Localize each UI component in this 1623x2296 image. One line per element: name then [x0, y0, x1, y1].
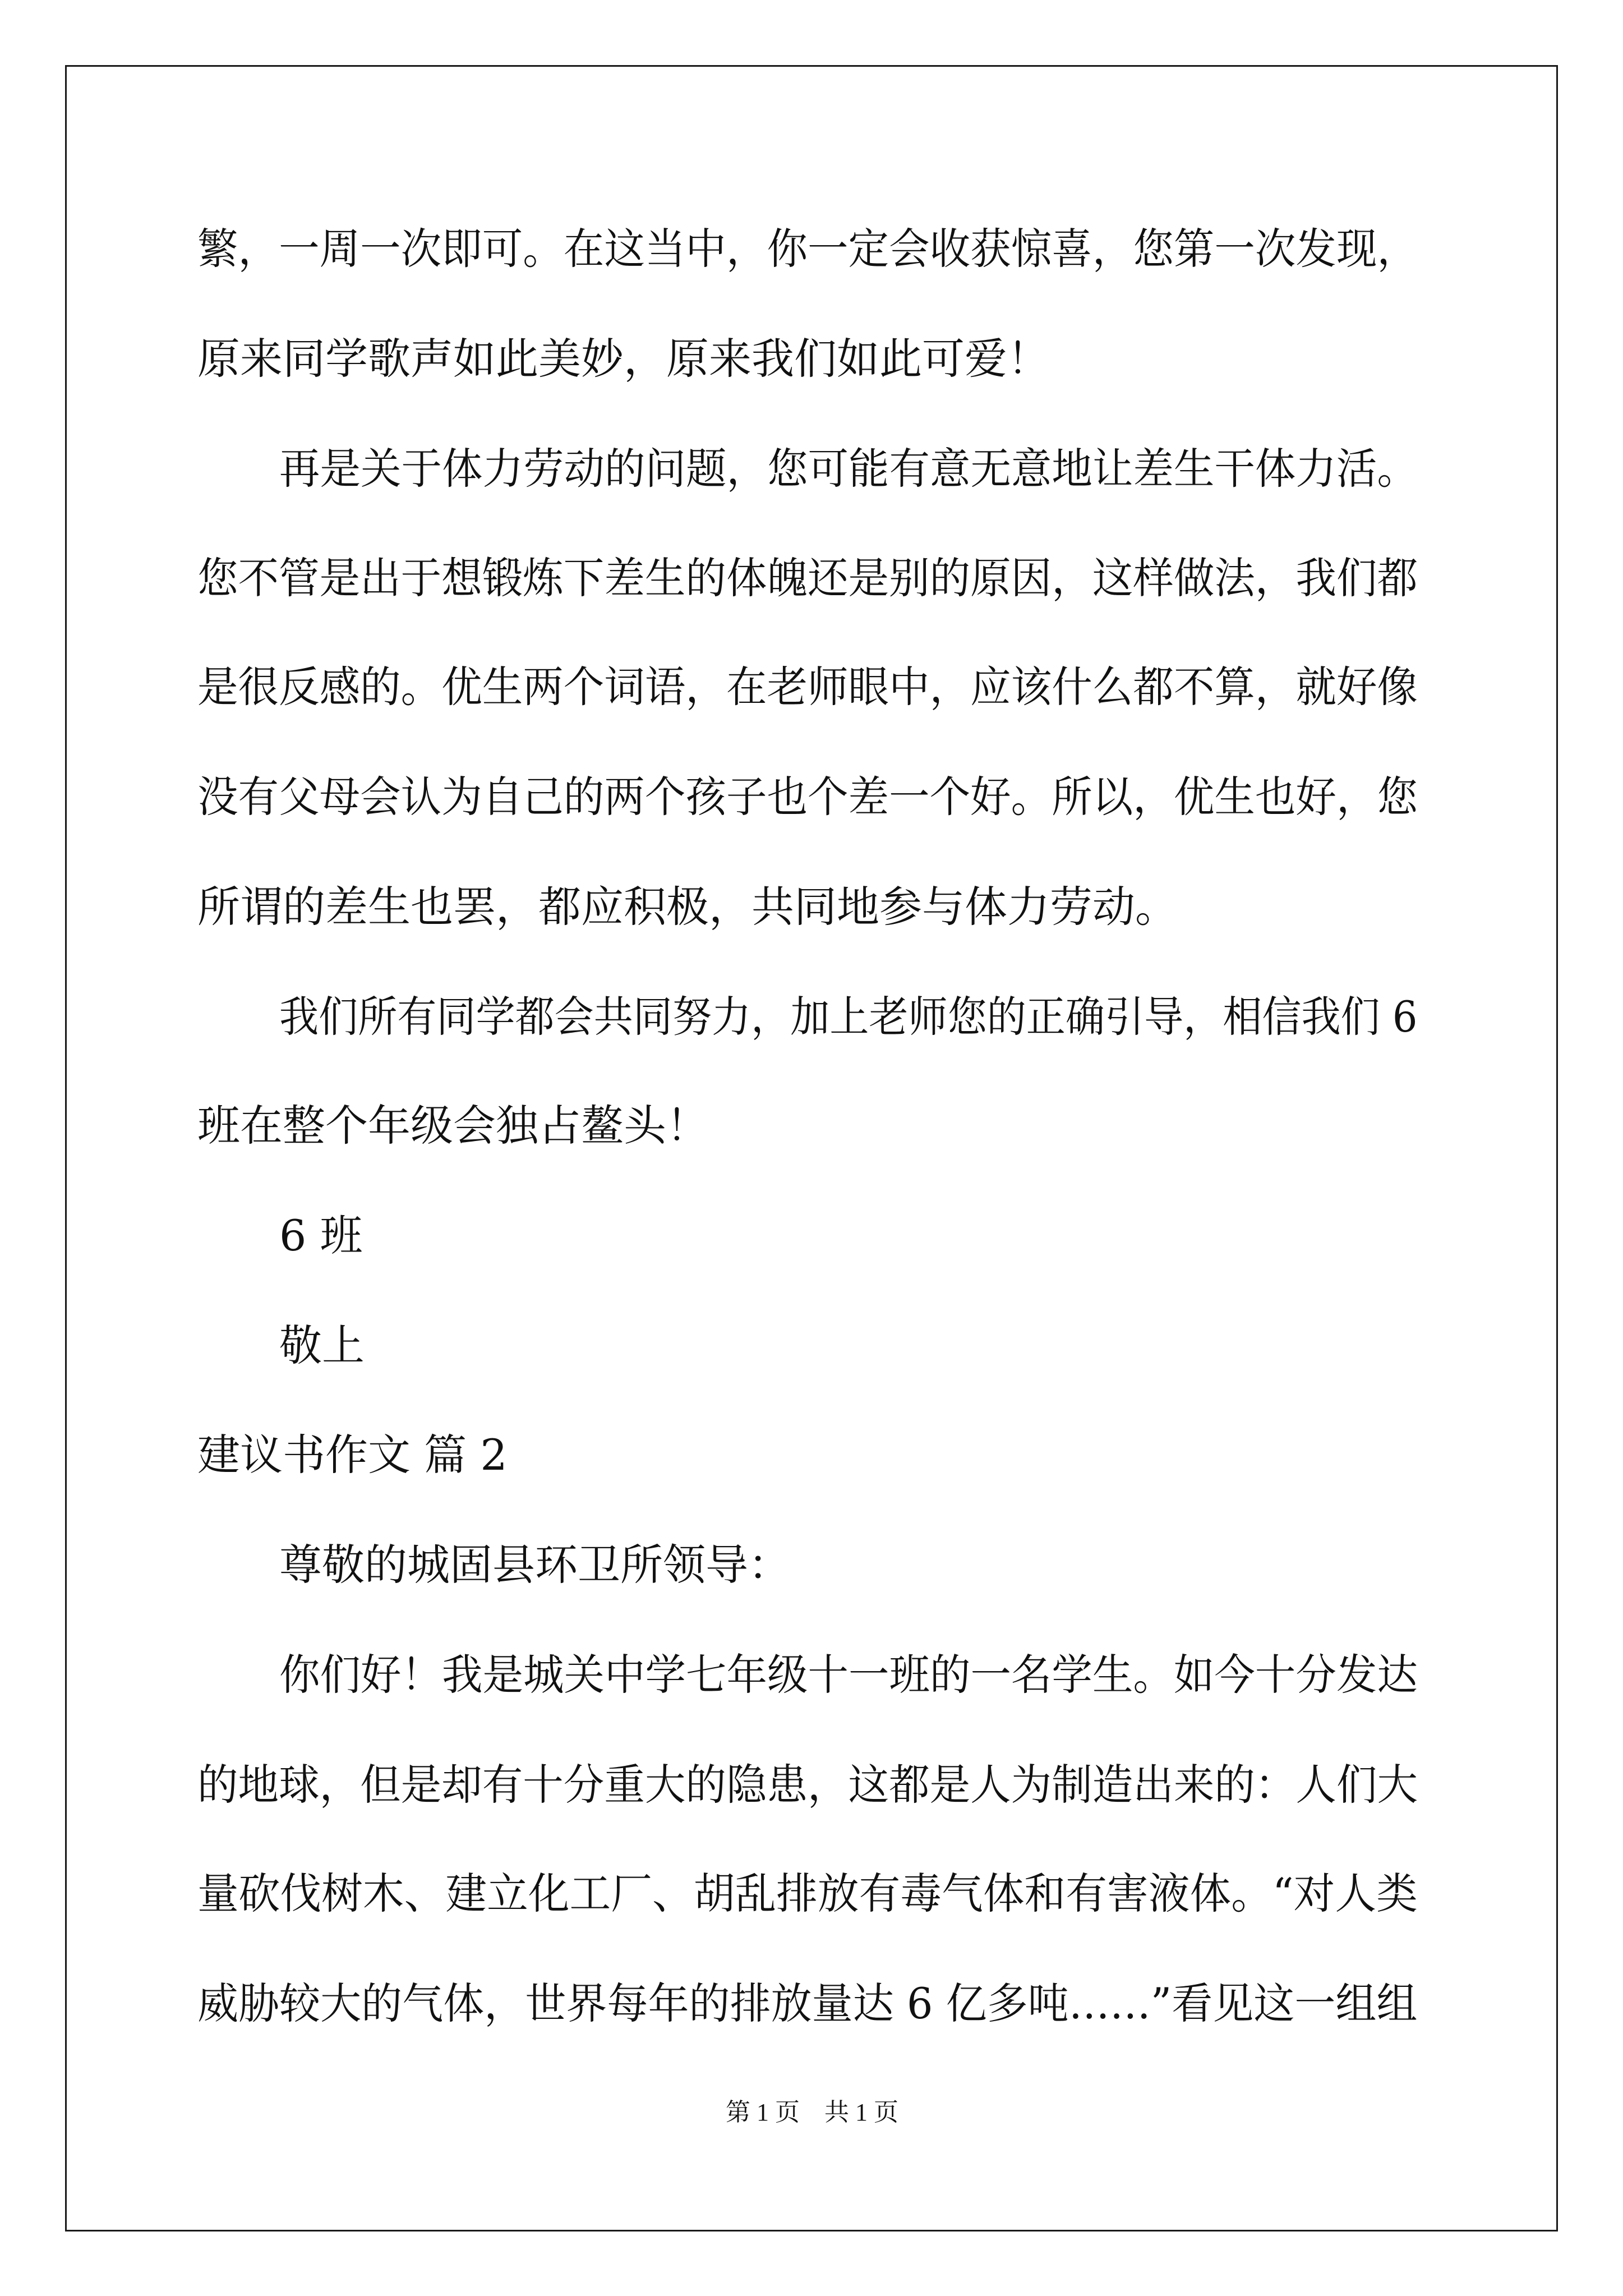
- section-heading: 建议书作文 篇 2: [197, 1430, 508, 1480]
- text-line: 威胁较大的气体，世界每年的排放量达 6 亿多吨……”看见这一组组: [197, 1978, 1418, 2028]
- letter-greeting: 尊敬的城固县环卫所领导：: [279, 1540, 791, 1590]
- text-line: 的地球，但是却有十分重大的隐患，这都是人为制造出来的：人们大: [197, 1760, 1418, 1810]
- text-line: 再是关于体力劳动的问题，您可能有意无意地让差生干体力活。: [279, 444, 1418, 494]
- class-signature: 6 班: [279, 1211, 363, 1260]
- text-line: 繁，一周一次即可。在这当中，你一定会收获惊喜，您第一次发现，: [197, 224, 1418, 274]
- text-line: 原来同学歌声如此美妙，原来我们如此可爱！: [197, 334, 1050, 384]
- text-line: 没有父母会认为自己的两个孩子也个差一个好。所以，优生也好，您: [197, 772, 1418, 822]
- text-line: 班在整个年级会独占鳌头！: [197, 1101, 709, 1151]
- text-line: 您不管是出于想锻炼下差生的体魄还是别的原因，这样做法，我们都: [197, 553, 1418, 603]
- text-line: 量砍伐树木、建立化工厂、胡乱排放有毒气体和有害液体。“对人类: [197, 1869, 1418, 1918]
- page-number-footer: 第 1 页 共 1 页: [726, 2099, 898, 2126]
- text-line: 所谓的差生也罢，都应积极，共同地参与体力劳动。: [197, 882, 1178, 932]
- text-line: 你们好！我是城关中学七年级十一班的一名学生。如今十分发达: [279, 1650, 1418, 1700]
- text-line: 我们所有同学都会共同努力，加上老师您的正确引导，相信我们 6: [279, 992, 1418, 1042]
- text-line: 是很反感的。优生两个词语，在老师眼中，应该什么都不算，就好像: [197, 662, 1418, 712]
- closing-salutation: 敬上: [279, 1320, 365, 1370]
